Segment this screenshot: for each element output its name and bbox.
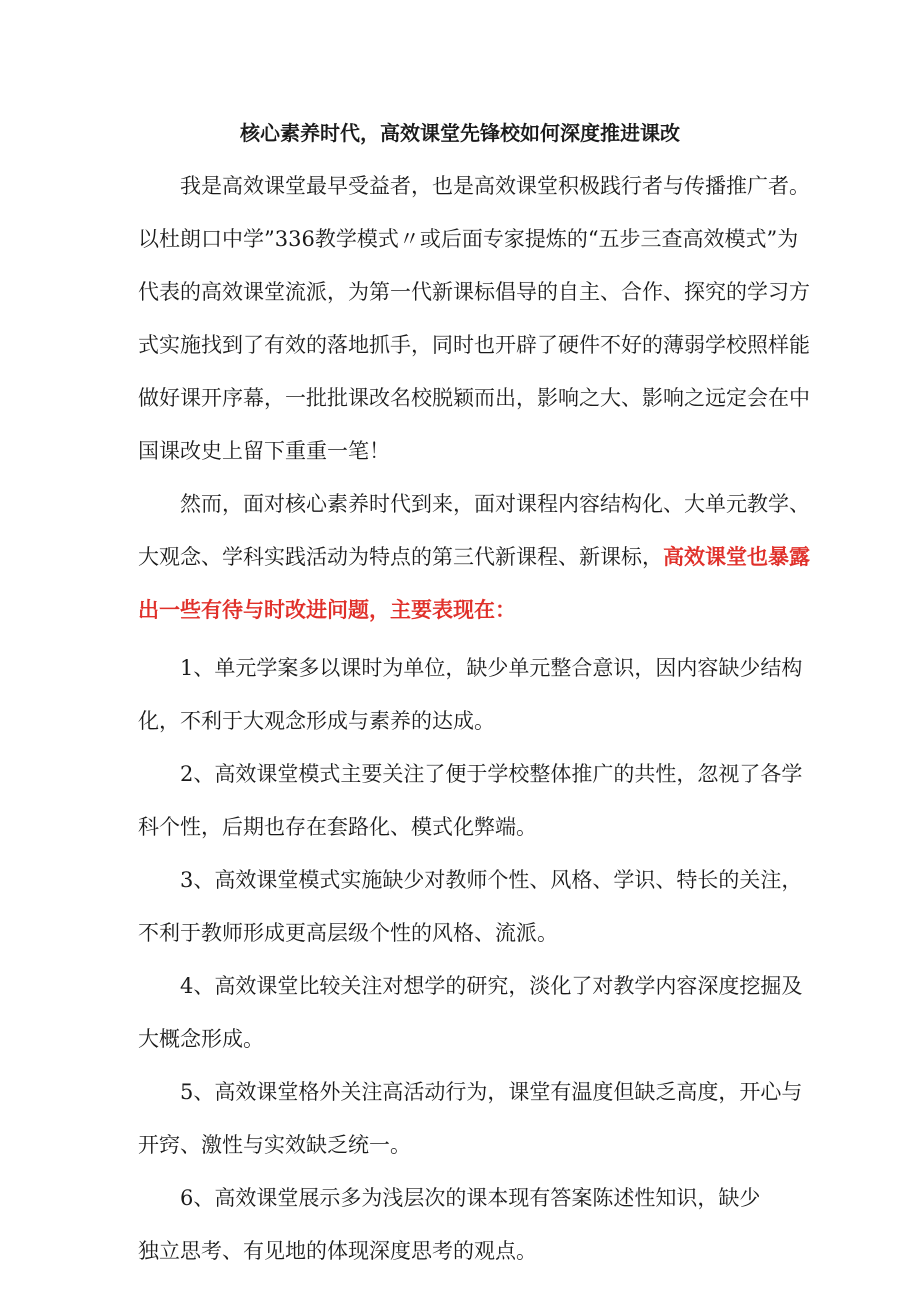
- paragraph-line: 做好课开序幕，一批批课改名校脱颖而出，影响之大、影响之远定会在中: [138, 386, 810, 410]
- list-item-line: 1、单元学案多以课时为单位，缺少单元整合意识，因内容缺少结构: [180, 656, 803, 680]
- list-item-line: 4、高效课堂比较关注对想学的研究，淡化了对教学内容深度挖掘及: [180, 974, 803, 998]
- paragraph-line: 式实施找到了有效的落地抓手，同时也开辟了硬件不好的薄弱学校照样能: [138, 333, 810, 357]
- list-item-line: 化，不利于大观念形成与素养的达成。: [138, 709, 495, 733]
- paragraph-line: 我是高效课堂最早受益者，也是高效课堂积极践行者与传播推广者。: [180, 174, 810, 198]
- highlighted-text: 高效课堂也暴露: [663, 544, 810, 569]
- list-item-line: 3、高效课堂模式实施缺少对教师个性、风格、学识、特长的关注，: [180, 868, 803, 892]
- document-title: 核心素养时代，高效课堂先锋校如何深度推进课改: [240, 121, 680, 145]
- paragraph-line: 以杜朗口中学”336教学模式〃或后面专家提炼的“五步三查高效模式”为: [138, 227, 799, 251]
- list-item-line: 科个性，后期也存在套路化、模式化弊端。: [138, 815, 537, 839]
- highlighted-text: 出一些有待与时改进问题，主要表现在：: [138, 597, 516, 622]
- list-item-line: 大概念形成。: [138, 1027, 264, 1051]
- paragraph-text: 大观念、学科实践活动为特点的第三代新课程、新课标，: [138, 545, 663, 569]
- paragraph-line: 代表的高效课堂流派，为第一代新课标倡导的自主、合作、探究的学习方: [138, 280, 810, 304]
- paragraph-line: 然而，面对核心素养时代到来，面对课程内容结构化、大单元教学、: [180, 492, 810, 516]
- list-item-line: 独立思考、有见地的体现深度思考的观点。: [138, 1239, 537, 1263]
- list-item-line: 不利于教师形成更高层级个性的风格、流派。: [138, 921, 558, 945]
- paragraph-line: 国课改史上留下重重一笔！: [138, 439, 390, 463]
- list-item-line: 6、高效课堂展示多为浅层次的课本现有答案陈述性知识，缺少: [180, 1186, 761, 1210]
- list-item-line: 5、高效课堂格外关注高活动行为，课堂有温度但缺乏高度，开心与: [180, 1080, 803, 1104]
- paragraph-line: [138, 541, 810, 573]
- list-item-line: 2、高效课堂模式主要关注了便于学校整体推广的共性，忽视了各学: [180, 762, 803, 786]
- list-item-line: 开窍、激性与实效缺乏统一。: [138, 1133, 411, 1157]
